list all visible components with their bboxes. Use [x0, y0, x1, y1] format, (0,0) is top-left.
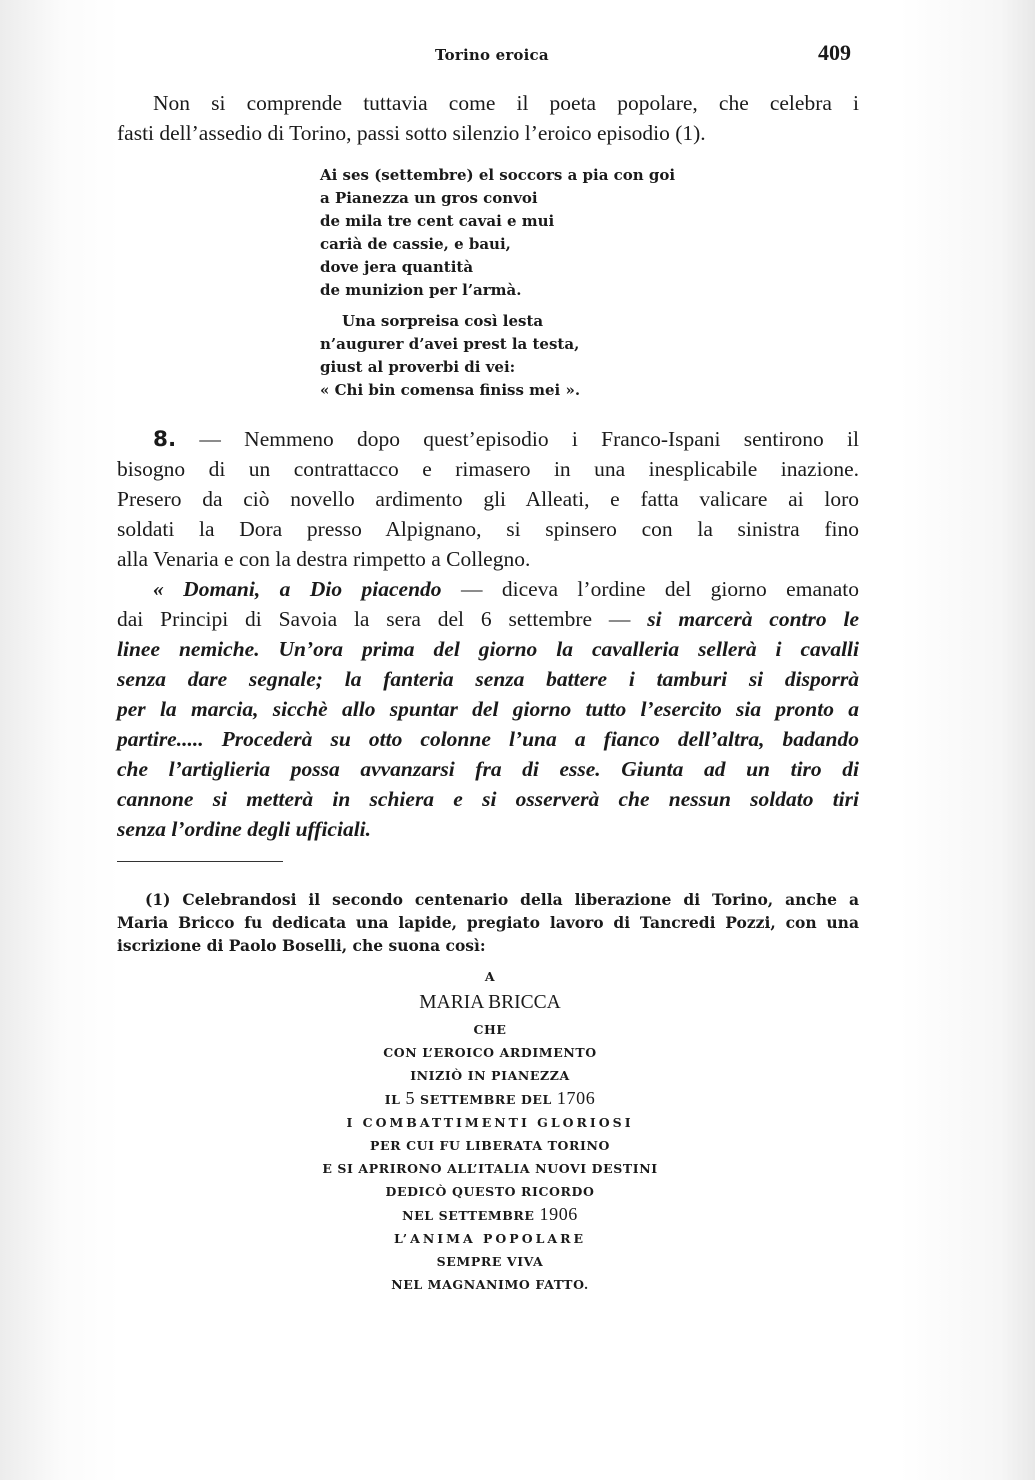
- inscription-line: NEL MAGNANIMO FATTO.: [391, 1277, 589, 1292]
- footnote-line-1: (1) Celebrandosi il secondo centenario della liberazione di Torino, anche a: [145, 890, 859, 909]
- inscription-year: 1706: [556, 1088, 596, 1108]
- poem-line: dove jera quantità: [320, 258, 474, 276]
- intro-line-2: fasti dell’assedio di Torino, passi sotto silenzio l’eroico episodio (1).: [117, 121, 706, 145]
- quote-line-1: [117, 574, 859, 604]
- page-number: 409: [818, 40, 851, 65]
- inscription-line: SEMPRE VIVA: [436, 1254, 544, 1269]
- footnote-rule: [117, 861, 283, 862]
- section-8-line-5: alla Venaria e con la destra rimpetto a Collegno.: [117, 547, 531, 571]
- poem-line: n’augurer d’avei prest la testa,: [320, 335, 580, 353]
- quote-italic: « Domani, a Dio piacendo: [153, 577, 442, 601]
- section-8-line-2: bisogno di un contrattacco e rimasero in una inesplicabile inazione.: [117, 457, 859, 481]
- inscription-year: 1906: [539, 1204, 578, 1224]
- poem-line: de munizion per l’armà.: [320, 281, 522, 299]
- inscription-line: [280, 1087, 700, 1111]
- inscription-line: PER CUI FU LIBERATA TORINO: [370, 1138, 610, 1153]
- running-title: Torino eroica: [435, 46, 549, 64]
- inscription-day: 5: [405, 1088, 416, 1108]
- intro-line-1: Non si comprende tuttavia come il poeta popolare, che celebra i: [153, 91, 859, 115]
- inscription-line: CHE: [473, 1022, 507, 1037]
- inscription: [280, 965, 700, 1296]
- poem-line: a Pianezza un gros convoi: [320, 189, 538, 207]
- quote-line-2: [117, 604, 859, 634]
- inscription-line: L’ANIMA POPOLARE: [394, 1231, 586, 1246]
- inscription-name: MARIA BRICCA: [419, 992, 561, 1013]
- quote-line-9: senza l’ordine degli ufficiali.: [117, 817, 372, 841]
- inscription-line: CON L’EROICO ARDIMENTO: [383, 1045, 597, 1060]
- inscription-text: SETTEMBRE DEL: [415, 1092, 557, 1107]
- poem-line: « Chi bin comensa finiss mei ».: [320, 381, 581, 399]
- inscription-line: DEDICÒ QUESTO RICORDO: [385, 1184, 595, 1199]
- inscription-text: IL: [384, 1092, 406, 1107]
- quote-line-6: partire..... Procederà su otto colonne l’una a fianco dell’altra, badando: [117, 727, 859, 751]
- inscription-line: A: [484, 969, 496, 984]
- inscription-line: E SI APRIRONO ALL’ITALIA NUOVI DESTINI: [322, 1161, 658, 1176]
- quote-line-4: senza dare segnale; la fanteria senza battere i tamburi si disporrà: [117, 667, 859, 691]
- poem-line: de mila tre cent cavai e mui: [320, 212, 555, 230]
- quote-line-3: linee nemiche. Un’ora prima del giorno la cavalleria sellerà i cavalli: [117, 637, 859, 661]
- quote-line-8: cannone si metterà in schiera e si osserverà che nessun soldato tiri: [117, 787, 859, 811]
- section-number: 8.: [153, 427, 177, 452]
- footnote-line-3: iscrizione di Paolo Boselli, che suona così:: [117, 936, 486, 955]
- section-8-line-1: [117, 424, 859, 455]
- quote-italic: si marcerà contro le: [647, 607, 859, 631]
- quote-line-5: per la marcia, sicchè allo spuntar del giorno tutto l’esercito sia pronto a: [117, 697, 859, 721]
- poem-line: Ai ses (settembre) el soccors a pia con goi: [320, 166, 676, 184]
- inscription-line: I COMBATTIMENTI GLORIOSI: [346, 1115, 634, 1130]
- poem-line: giust al proverbi di vei:: [320, 358, 516, 376]
- quote-text: — diceva l’ordine del giorno emanato: [441, 577, 860, 601]
- footnote: [117, 888, 859, 957]
- section-8-line-4: soldati la Dora presso Alpignano, si spinsero con la sinistra fino: [117, 517, 859, 541]
- inscription-text: NEL SETTEMBRE: [402, 1208, 540, 1223]
- footnote-line-2: Maria Bricco fu dedicata una lapide, pregiato lavoro di Tancredi Pozzi, con una: [117, 913, 859, 932]
- running-head: [0, 38, 1035, 74]
- section-8-text: — Nemmeno dopo quest’episodio i Franco-Ispani sentirono il: [199, 427, 859, 451]
- poem-line: carià de cassie, e baui,: [320, 235, 511, 253]
- inscription-line: [280, 1203, 700, 1227]
- quote-line-7: che l’artiglieria possa avvanzarsi fra di esse. Giunta ad un tiro di: [117, 757, 859, 781]
- section-8-line-3: Presero da ciò novello ardimento gli Alleati, e fatta valicare ai loro: [117, 487, 859, 511]
- poem: [320, 164, 760, 402]
- inscription-line: INIZIÒ IN PIANEZZA: [410, 1068, 570, 1083]
- quote-text: dai Principi di Savoia la sera del 6 settembre —: [117, 607, 648, 631]
- poem-line: Una sorpreisa così lesta: [342, 312, 544, 330]
